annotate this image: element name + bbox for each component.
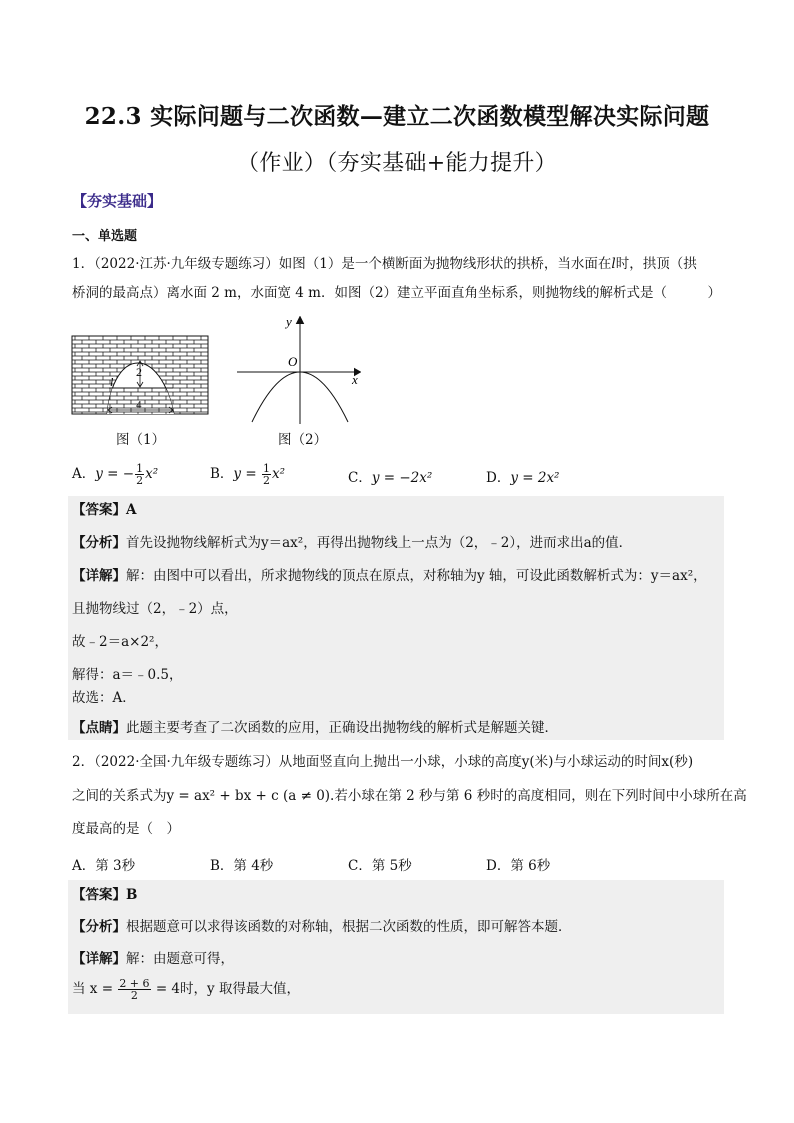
q1-detail-1: 【详解】解：由图中可以看出，所求抛物线的顶点在原点，对称轴为y 轴，可设此函数解析式为：y＝ax²， [72,568,707,584]
q1-text-line1: 1．（2022·江苏·九年级专题练习）如图（1）是一个横断面为抛物线形状的拱桥，当水面在l时，拱顶（拱 [72,256,697,272]
q2-text-line1: 2．（2022·全国·九年级专题练习）从地面竖直向上抛出一小球，小球的高度y(米)与小球运动的时间x(秒) [72,754,694,770]
figure-1-arch-bridge [72,336,212,416]
page-title-line2: （作业）（夯实基础+能力提升） [237,151,557,176]
q1-analysis: 【分析】首先设抛物线解析式为y＝ax²，再得出抛物线上一点为（2，﹣2），进而求出a的值． [72,535,633,551]
q1-option-a: A．y = − $\frac{1}{2}$ x² [72,462,159,487]
q2-options [72,854,722,876]
q2-option-a: A．第 3秒 [72,858,136,874]
q2-option-d: D．第 6秒 [486,858,551,874]
fig1-height-label: 2 [136,365,142,379]
fig2-caption: 图（2） [278,432,328,448]
page-title-line1: 22.3 实际问题与二次函数—建立二次函数模型解决实际问题 [84,103,710,130]
q1-option-c: C．y = −2x² [348,470,433,486]
section-heading: 【夯实基础】 [72,192,163,210]
q1-detail-3: 故﹣2＝a×2²， [72,634,168,650]
fig1-width-label: 4 [136,399,142,411]
q2-text-line2: 之间的关系式为y = ax² + bx + c (a ≠ 0).若小球在第 2 秒与第 6 秒时的高度相同，则在下列时间中小球所在高 [72,788,747,804]
q2-answer: 【答案】B [72,887,138,903]
fig2-origin-label: O [288,354,298,369]
q2-detail-2: 当 x = $\frac{2 + 6}{2}$ = 4时，y 取得最大值， [72,977,300,1002]
fig1-caption: 图（1） [116,432,166,448]
q1-text-line2: 桥洞的最高点）离水面 2 m，水面宽 4 m．如图（2）建立平面直角坐标系，则抛物线的解析式是（ ） [72,285,722,301]
q2-analysis: 【分析】根据题意可以求得该函数的对称轴，根据二次函数的性质，即可解答本题． [72,919,572,935]
fig2-x-label: x [352,372,358,387]
q1-detail-4: 解得：a＝﹣0.5， [72,667,183,683]
fig1-water-label: l [110,375,114,389]
q2-text-line3: 度最高的是（ ） [72,821,180,837]
q1-detail-2: 且抛物线过（2，﹣2）点， [72,601,238,617]
q2-option-c: C．第 5秒 [348,858,412,874]
fig2-y-label: y [286,314,292,329]
q1-option-b: B．y = $\frac{1}{2}$ x² [210,462,285,487]
subsection-heading: 一、单选题 [72,229,138,244]
q1-option-d: D．y = 2x² [486,470,560,486]
q2-option-b: B．第 4秒 [210,858,274,874]
q1-detail-5: 故选：A． [72,690,136,706]
figure-2-parabola-graph [232,312,372,424]
q1-options [72,462,722,488]
q1-answer: 【答案】A [72,502,137,518]
q1-comment: 【点睛】此题主要考查了二次函数的应用，正确设出抛物线的解析式是解题关键． [72,720,558,736]
q2-detail-1: 【详解】解：由题意可得， [72,951,234,967]
